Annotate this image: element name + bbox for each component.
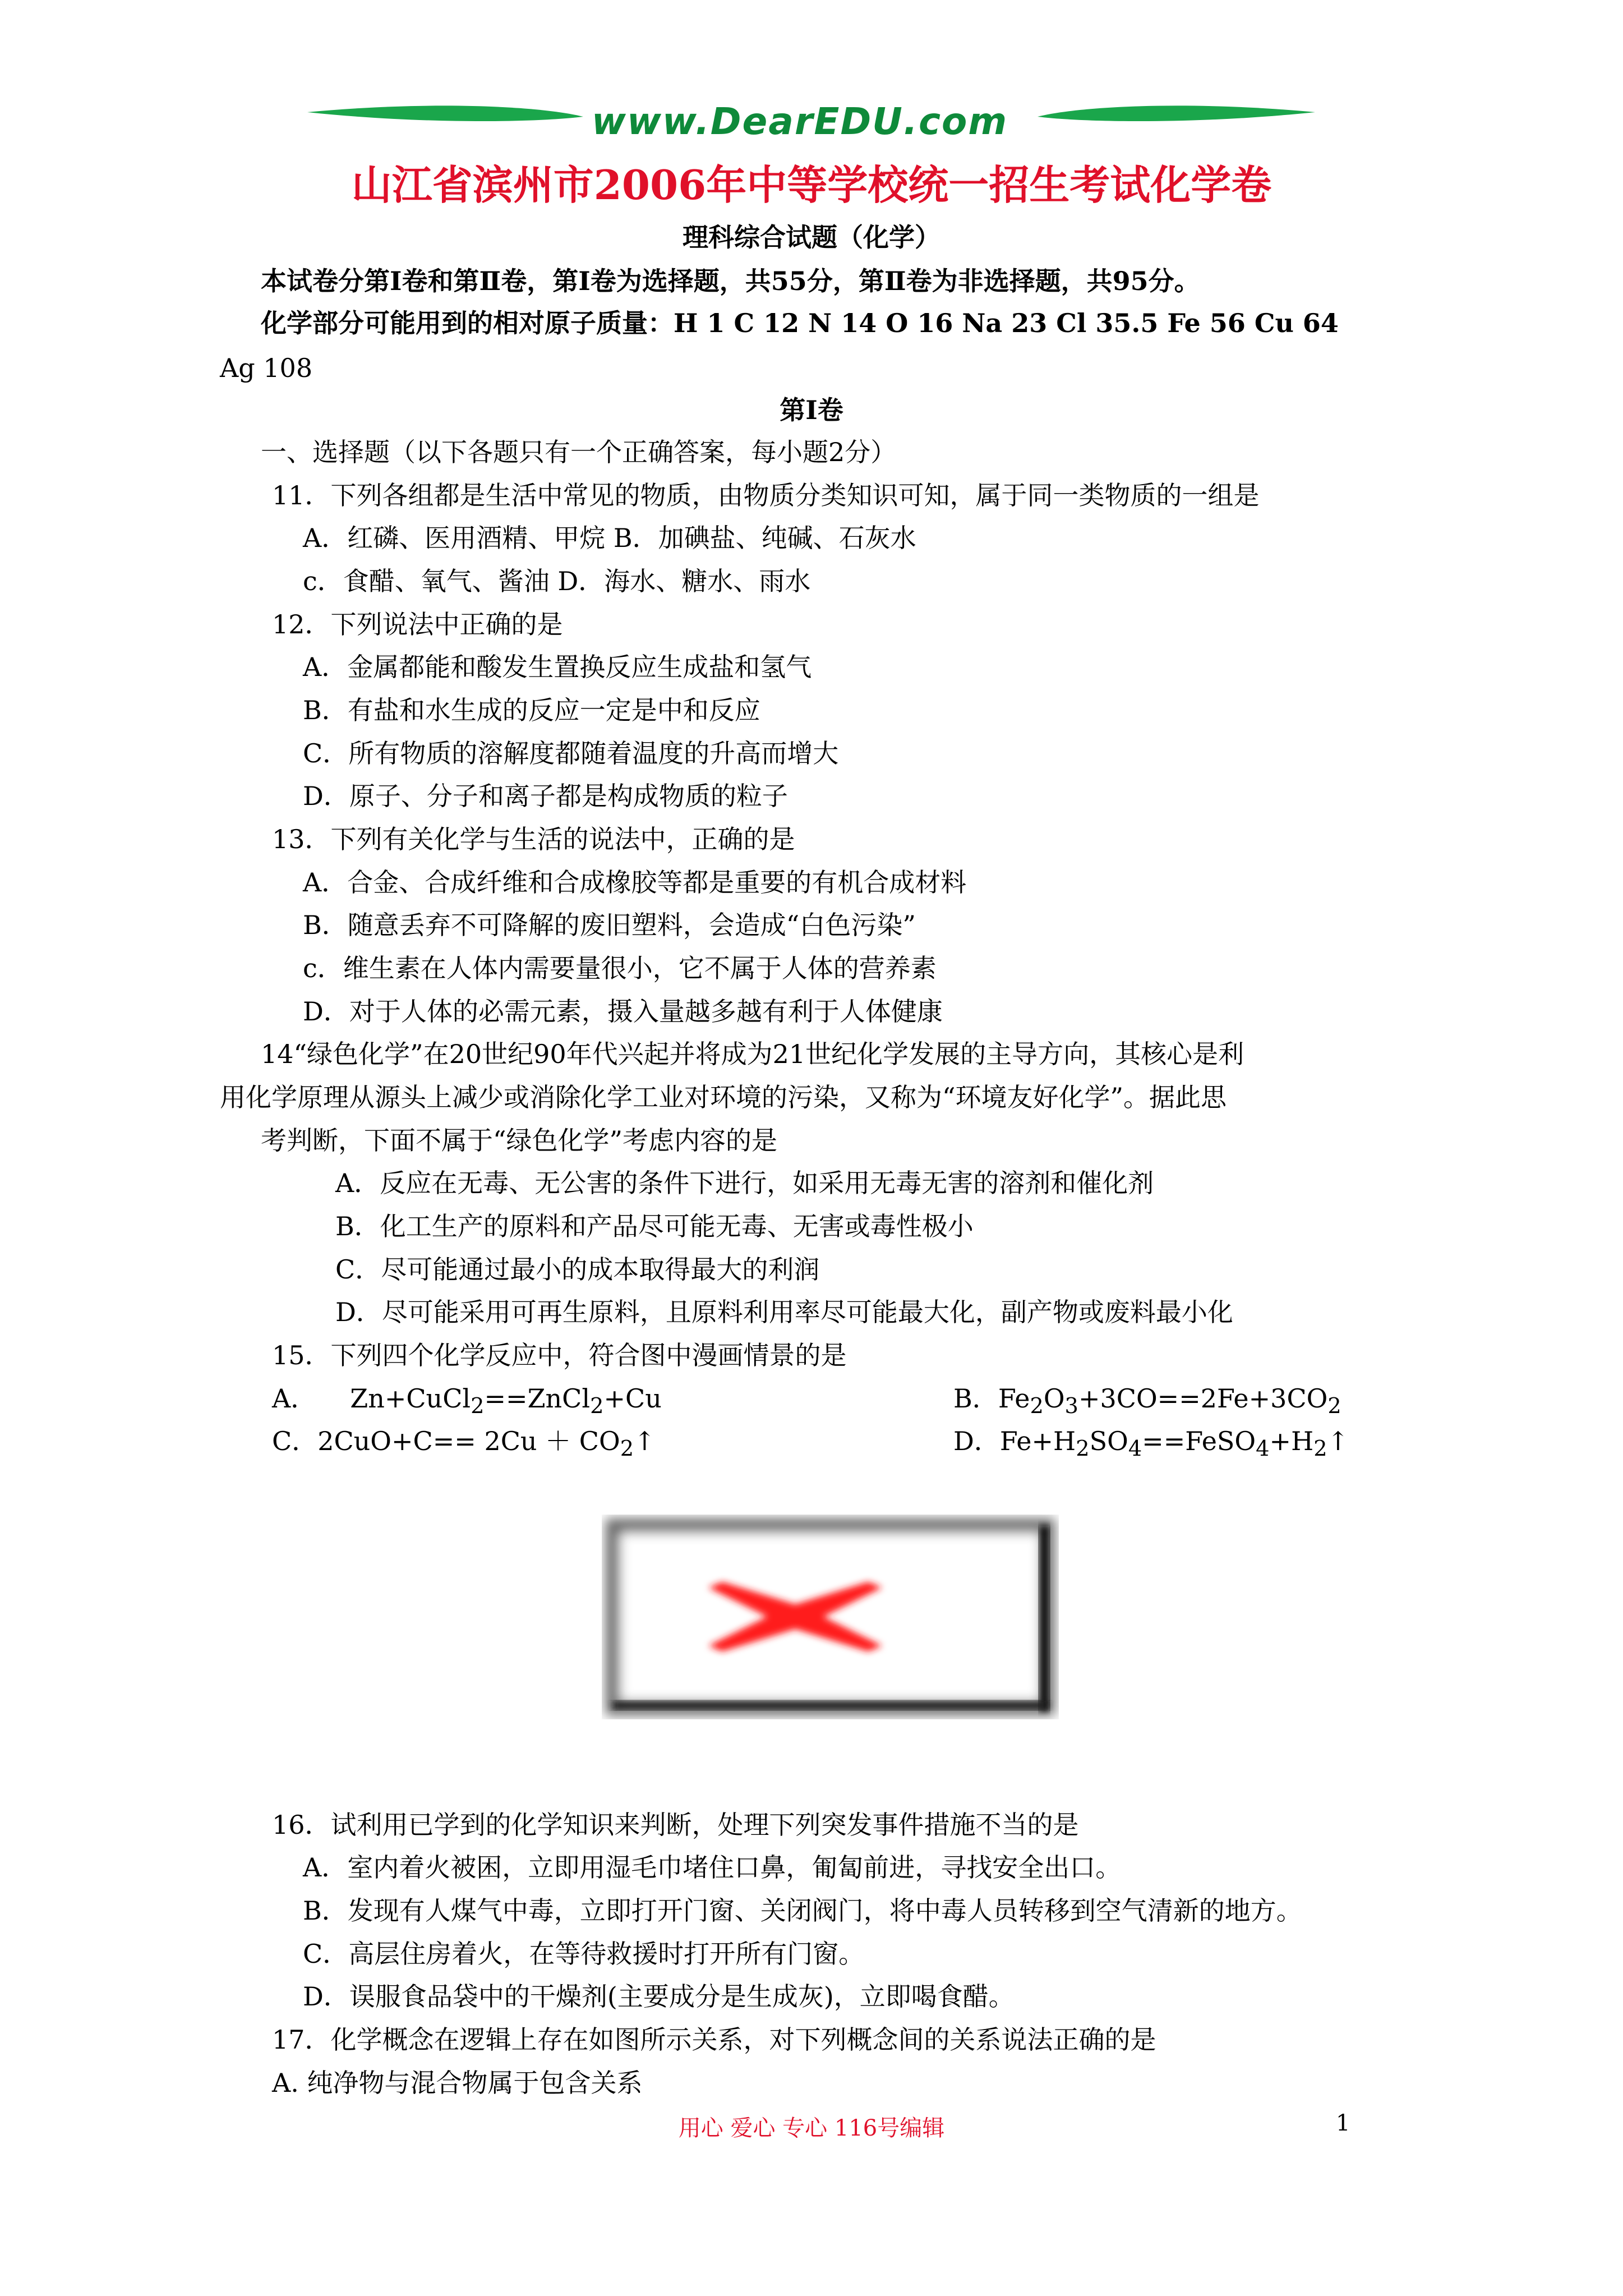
- q16-option-c: C．高层住房着火，在等待救援时打开所有门窗。: [303, 1939, 865, 1969]
- q13-stem: 13．下列有关化学与生活的说法中，正确的是: [272, 824, 795, 854]
- q14-stem-line-1: 14“绿色化学”在20世纪90年代兴起并将成为21世纪化学发展的主导方向，其核心是利: [261, 1039, 1244, 1069]
- page-title: 山江省滨州市2006年中等学校统一招生考试化学卷: [351, 161, 1272, 209]
- q15-option-b-formula-part: +3CO==2Fe+3CO: [1078, 1383, 1328, 1414]
- q15-option-d-formula-part: ==FeSO: [1142, 1426, 1256, 1456]
- q15-option-c-label: C．: [272, 1426, 318, 1456]
- q14-option-a: A．反应在无毒、无公害的条件下进行，如采用无毒无害的溶剂和催化剂: [335, 1168, 1154, 1198]
- q12-option-d: D．原子、分子和离子都是构成物质的粒子: [303, 781, 788, 811]
- q12-option-b: B．有盐和水生成的反应一定是中和反应: [303, 695, 760, 725]
- q11-stem: 11．下列各组都是生活中常见的物质，由物质分类知识可知，属于同一类物质的一组是: [272, 480, 1260, 510]
- intro-line-3: Ag 108: [220, 353, 313, 383]
- q16-option-b: B．发现有人煤气中毒，立即打开门窗、关闭阀门，将中毒人员转移到空气清新的地方。: [303, 1895, 1302, 1926]
- section-heading: 一、选择题（以下各题只有一个正确答案，每小题2分）: [261, 437, 897, 467]
- q15-option-d-formula-part: +H: [1269, 1426, 1314, 1456]
- q15-option-a-subscript: 2: [471, 1393, 485, 1419]
- subject-heading: 理科综合试题（化学）: [683, 222, 940, 252]
- q15-option-b: [953, 1381, 1341, 1424]
- q13-option-c: c．维生素在人体内需要量很小，它不属于人体的营养素: [303, 953, 937, 983]
- q15-option-a-subscript: 2: [590, 1393, 604, 1419]
- q12-option-a: A．金属都能和酸发生置换反应生成盐和氢气: [303, 652, 812, 682]
- q14-stem-line-3: 考判断，下面不属于“绿色化学”考虑内容的是: [261, 1125, 778, 1156]
- part-heading: 第Ⅰ卷: [780, 395, 843, 425]
- q15-option-c-subscript: 2: [620, 1436, 634, 1462]
- q15-option-c-formula-part: ↑: [634, 1426, 656, 1456]
- q15-option-b-subscript: 2: [1030, 1393, 1044, 1419]
- page-number: 1: [1336, 2110, 1350, 2136]
- q16-option-d: D．误服食品袋中的干燥剂(主要成分是生成灰)，立即喝食醋。: [303, 1981, 1015, 2012]
- q15-option-d: [953, 1424, 1349, 1466]
- q15-option-b-subscript: 3: [1064, 1393, 1078, 1419]
- q11-options-ab: A．红磷、医用酒精、甲烷 B．加碘盐、纯碱、石灰水: [303, 523, 916, 553]
- q12-stem: 12．下列说法中正确的是: [272, 609, 563, 639]
- q14-option-d: D．尽可能采用可再生原料，且原料利用率尽可能最大化，副产物或废料最小化: [335, 1297, 1233, 1327]
- intro-line-1: 本试卷分第Ⅰ卷和第Ⅱ卷，第Ⅰ卷为选择题，共55分，第Ⅱ卷为非选择题，共95分。: [261, 266, 1200, 296]
- q15-option-c-formula-part: 2CuO+C== 2Cu ＋ CO: [317, 1426, 620, 1456]
- q14-option-b: B．化工生产的原料和产品尽可能无毒、无害或毒性极小: [335, 1211, 974, 1241]
- q15-option-a: [272, 1381, 662, 1424]
- q11-options-cd: c．食醋、氧气、酱油 D．海水、糖水、雨水: [303, 566, 811, 596]
- q13-option-a: A．合金、合成纤维和合成橡胶等都是重要的有机合成材料: [303, 867, 967, 898]
- q15-option-b-formula-part: Fe: [998, 1383, 1030, 1414]
- q15-option-d-subscript: 4: [1128, 1436, 1142, 1462]
- q15-option-d-subscript: 2: [1076, 1436, 1090, 1462]
- q14-stem-line-2: 用化学原理从源头上减少或消除化学工业对环境的污染，又称为“环境友好化学”。据此思: [220, 1082, 1227, 1112]
- q17-option-a: A. 纯净物与混合物属于包含关系: [272, 2068, 643, 2098]
- q15-option-d-formula-part: ↑: [1327, 1426, 1349, 1456]
- q15-option-a-formula-part: +Cu: [603, 1383, 662, 1414]
- q15-stem: 15．下列四个化学反应中，符合图中漫画情景的是: [272, 1340, 847, 1370]
- q17-stem: 17．化学概念在逻辑上存在如图所示关系，对下列概念间的关系说法正确的是: [272, 2024, 1156, 2055]
- intro-line-2: 化学部分可能用到的相对原子质量：H 1 C 12 N 14 O 16 Na 23 Cl 35.5 Fe 56 Cu 64: [261, 308, 1339, 338]
- q12-option-c: C．所有物质的溶解度都随着温度的升高而增大: [303, 738, 839, 769]
- q15-option-b-formula-part: O: [1043, 1383, 1065, 1414]
- q15-option-d-subscript: 4: [1256, 1436, 1270, 1462]
- q15-option-a-label: A．: [272, 1383, 317, 1414]
- q15-option-d-formula-part: SO: [1089, 1426, 1128, 1456]
- footer-text: 用心 爱心 专心 116号编辑: [678, 2115, 945, 2141]
- q15-option-a-formula-part: Zn+CuCl: [350, 1383, 471, 1414]
- q15-option-d-subscript: 2: [1313, 1436, 1327, 1462]
- q15-option-d-formula-part: Fe+H: [999, 1426, 1076, 1456]
- q14-option-c: C．尽可能通过最小的成本取得最大的利润: [335, 1254, 820, 1285]
- q16-option-a: A．室内着火被困，立即用湿毛巾堵住口鼻，匍匐前进，寻找安全出口。: [303, 1852, 1122, 1883]
- logo-text: www.DearEDU.com: [592, 100, 1008, 143]
- q15-option-b-label: B．: [953, 1383, 998, 1414]
- q15-option-b-subscript: 2: [1327, 1393, 1341, 1419]
- q15-option-a-formula-part: ==ZnCl: [484, 1383, 591, 1414]
- q15-option-d-label: D．: [953, 1426, 1000, 1456]
- broken-image-icon: [602, 1515, 1059, 1719]
- q13-option-d: D．对于人体的必需元素，摄入量越多越有利于人体健康: [303, 996, 943, 1027]
- q13-option-b: B．随意丢弃不可降解的废旧塑料，会造成“白色污染”: [303, 910, 916, 940]
- q16-stem: 16．试利用已学到的化学知识来判断，处理下列突发事件措施不当的是: [272, 1810, 1079, 1840]
- q15-option-c: [272, 1424, 656, 1466]
